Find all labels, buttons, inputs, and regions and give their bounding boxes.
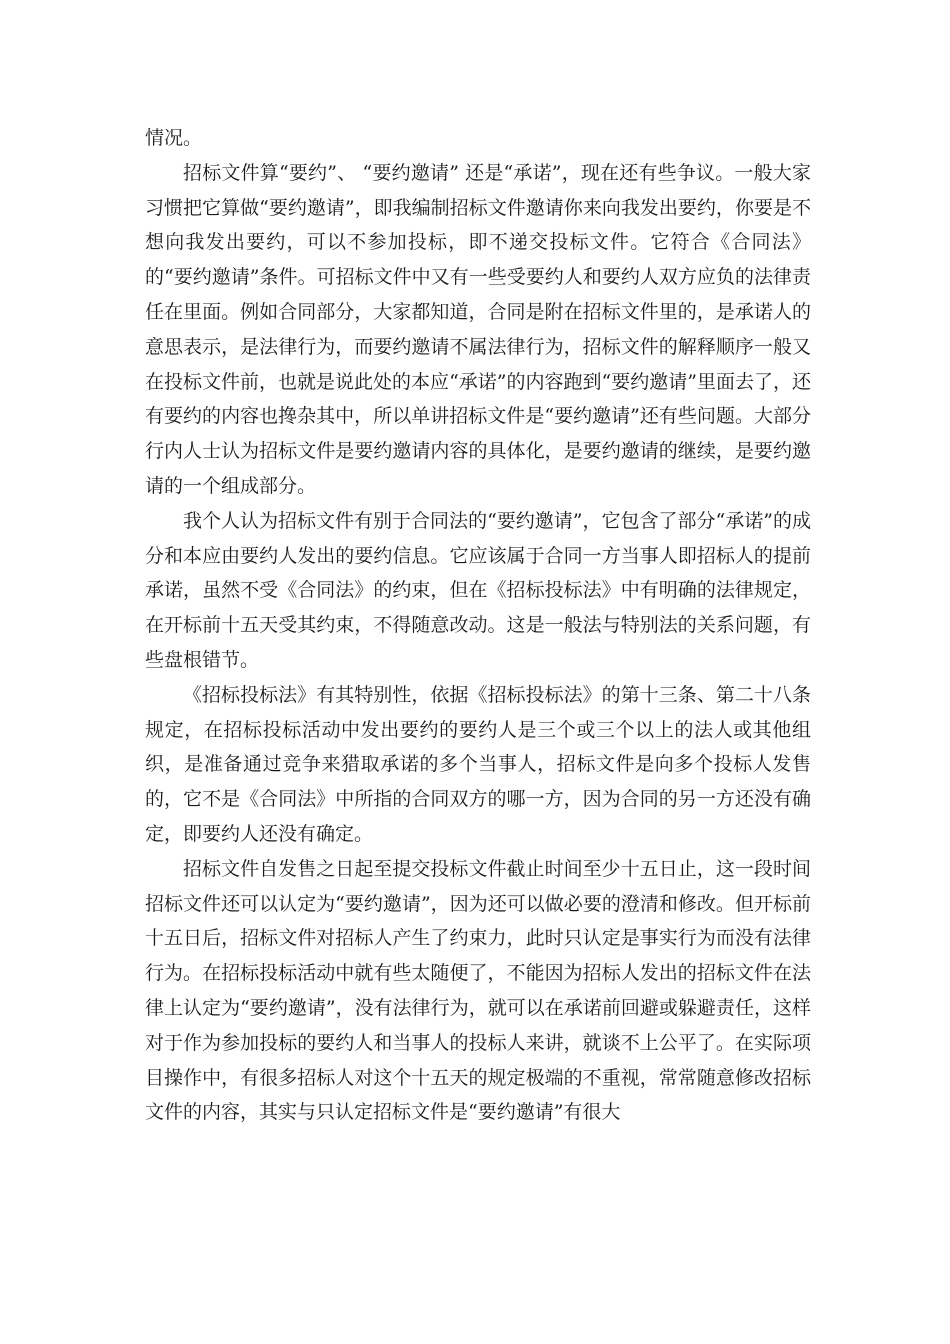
paragraph-personal-view: 我个人认为招标文件有别于合同法的“要约邀请”，它包含了部分“承诺”的成分和本应由要约人发出的要约信息。它应该属于合同一方当事人即招标人的提前承诺，虽然不受《合同法》的约束，但在《招标投标法》中有明确的法律规定，在开标前十五天受其约束，不得随意改动。这是一般法与特别法的关系问题，有些盘根错节。 [145,509,811,671]
paragraph-continuation: 情况。 [145,127,203,149]
paragraph-bidding-law-specialty: 《招标投标法》有其特别性，依据《招标投标法》的第十三条、第二十八条规定，在招标投标活动中发出要约的要约人是三个或三个以上的法人或其他组织，是准备通过竞争来猎取承诺的多个当事人，招标文件是向多个投标人发售的，它不是《合同法》中所指的合同双方的哪一方，因为合同的另一方还没有确定，即要约人还没有确定。 [145,683,811,845]
paragraph-bidding-document-nature: 招标文件算“要约”、 “要约邀请” 还是“承诺”，现在还有些争议。一般大家习惯把它算做“要约邀请”，即我编制招标文件邀请你来向我发出要约，你要是不想向我发出要约，可以不参加投标，即不递交投标文件。它符合《合同法》的“要约邀请”条件。可招标文件中又有一些受要约人和要约人双方应负的法律责任在里面。例如合同部分，大家都知道，合同是附在招标文件里的，是承诺人的意思表示，是法律行为，而要约邀请不属法律行为，招标文件的解释顺序一般又在投标文件前，也就是说此处的本应“承诺”的内容跑到“要约邀请”里面去了，还有要约的内容也搀杂其中，所以单讲招标文件是“要约邀请”还有些问题。大部分行内人士认为招标文件是要约邀请内容的具体化，是要约邀请的继续，是要约邀请的一个组成部分。 [145,161,811,497]
body-text [145,121,811,1130]
paragraph-fifteen-day-period: 招标文件自发售之日起至提交投标文件截止时间至少十五日止，这一段时间招标文件还可以认定为“要约邀请”，因为还可以做必要的澄清和修改。但开标前十五日后，招标文件对招标人产生了约束力，此时只认定是事实行为而没有法律行为。在招标投标活动中就有些太随便了，不能因为招标人发出的招标文件在法律上认定为“要约邀请”，没有法律行为，就可以在承诺前回避或躲避责任，这样对于作为参加投标的要约人和当事人的投标人来讲，就谈不上公平了。在实际项目操作中，有很多招标人对这个十五天的规定极端的不重视，常常随意修改招标文件的内容，其实与只认定招标文件是“要约邀请”有很大 [145,857,811,1124]
